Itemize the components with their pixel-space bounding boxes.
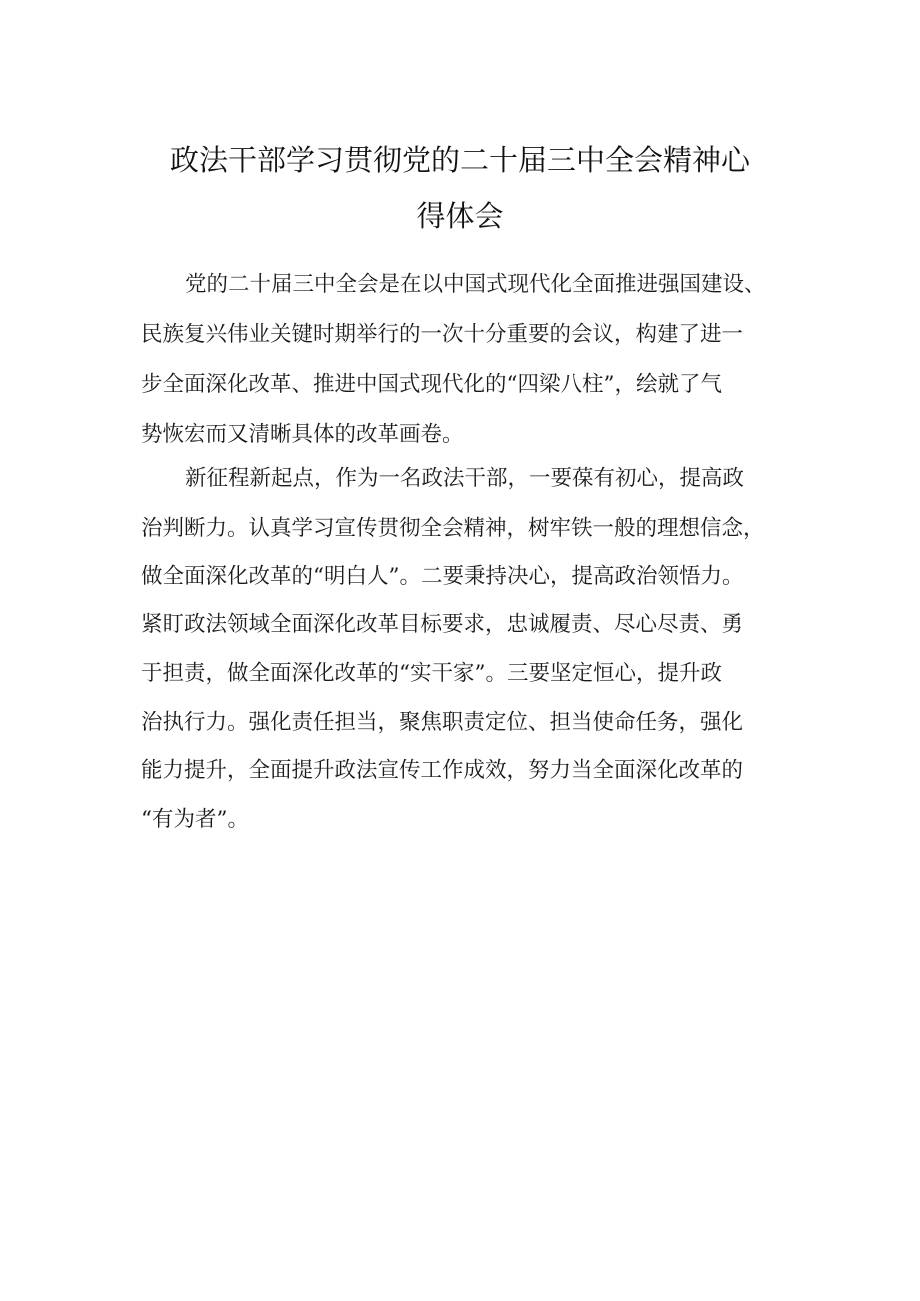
paragraph-line: 民族复兴伟业关键时期举行的一次十分重要的会议，构建了进一 — [141, 322, 744, 347]
paragraph-line: “有为者”。 — [141, 807, 249, 832]
paragraph-line: 新征程新起点，作为一名政法干部，一要葆有初心，提高政 — [185, 466, 745, 491]
paragraph-line: 步全面深化改革、推进中国式现代化的“四梁八柱”，绘就了气 — [141, 372, 722, 397]
paragraph-line: 能力提升，全面提升政法宣传工作成效，努力当全面深化改革的 — [141, 758, 744, 783]
paragraph-line: 党的二十届三中全会是在以中国式现代化全面推进强国建设、 — [185, 272, 766, 297]
paragraph-line: 势恢宏而又清晰具体的改革画卷。 — [141, 422, 464, 447]
paragraph-line: 做全面深化改革的“明白人”。二要秉持决心，提高政治领悟力。 — [141, 564, 744, 589]
paragraph-line: 紧盯政法领域全面深化改革目标要求，忠诚履责、尽心尽责、勇 — [141, 612, 744, 637]
document-title-line-2: 得体会 — [416, 199, 504, 233]
paragraph-line: 治执行力。强化责任担当，聚焦职责定位、担当使命任务，强化 — [141, 710, 744, 735]
paragraph-line: 治判断力。认真学习宣传贯彻全会精神，树牢铁一般的理想信念， — [141, 516, 765, 541]
document-title-line-1: 政法干部学习贯彻党的二十届三中全会精神心 — [169, 143, 750, 177]
paragraph-line: 于担责，做全面深化改革的“实干家”。三要坚定恒心，提升政 — [141, 661, 722, 686]
